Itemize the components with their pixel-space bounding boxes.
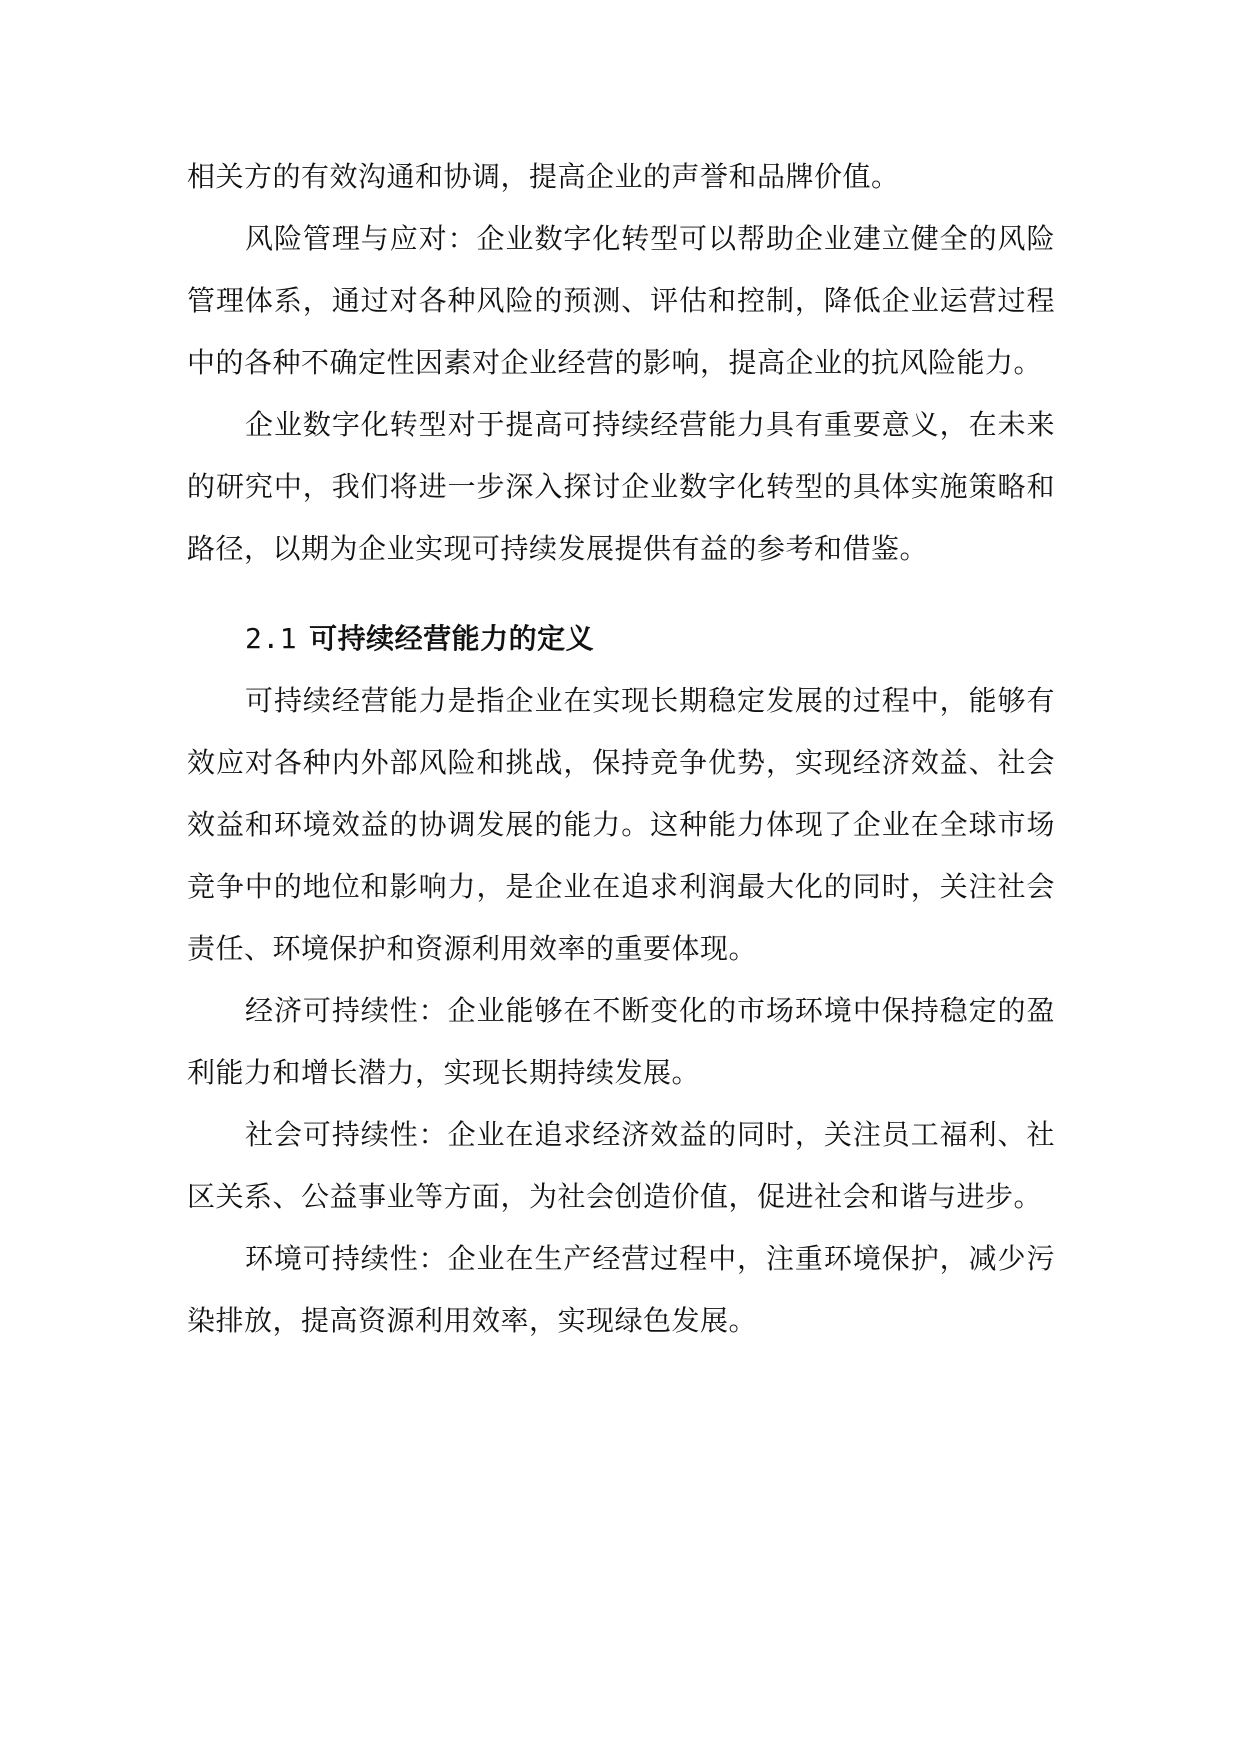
section-title: 可持续经营能力的定义 — [309, 622, 595, 655]
paragraph-economic-sustainability: 经济可持续性：企业能够在不断变化的市场环境中保持稳定的盈利能力和增长潜力，实现长期持续发展。 — [187, 994, 1055, 1089]
section-heading — [187, 608, 1055, 670]
section-number: 2.1 — [245, 622, 298, 655]
paragraph-risk-management: 风险管理与应对：企业数字化转型可以帮助企业建立健全的风险管理体系，通过对各种风险的预测、评估和控制，降低企业运营过程中的各种不确定性因素对企业经营的影响，提高企业的抗风险能力。 — [187, 222, 1055, 379]
paragraph-social-sustainability: 社会可持续性：企业在追求经济效益的同时，关注员工福利、社区关系、公益事业等方面，为社会创造价值，促进社会和谐与进步。 — [187, 1118, 1055, 1213]
paragraph-environmental-sustainability: 环境可持续性：企业在生产经营过程中，注重环境保护，减少污染排放，提高资源利用效率，实现绿色发展。 — [187, 1242, 1055, 1337]
paragraph-summary: 企业数字化转型对于提高可持续经营能力具有重要意义，在未来的研究中，我们将进一步深入探讨企业数字化转型的具体实施策略和路径，以期为企业实现可持续发展提供有益的参考和借鉴。 — [187, 408, 1055, 565]
paragraph-continuation: 相关方的有效沟通和协调，提高企业的声誉和品牌价值。 — [187, 160, 900, 193]
document-body — [187, 146, 1055, 1352]
paragraph-definition: 可持续经营能力是指企业在实现长期稳定发展的过程中，能够有效应对各种内外部风险和挑战，保持竞争优势，实现经济效益、社会效益和环境效益的协调发展的能力。这种能力体现了企业在全球市场竞争中的地位和影响力，是企业在追求利润最大化的同时，关注社会责任、环境保护和资源利用效率的重要体现。 — [187, 684, 1055, 965]
